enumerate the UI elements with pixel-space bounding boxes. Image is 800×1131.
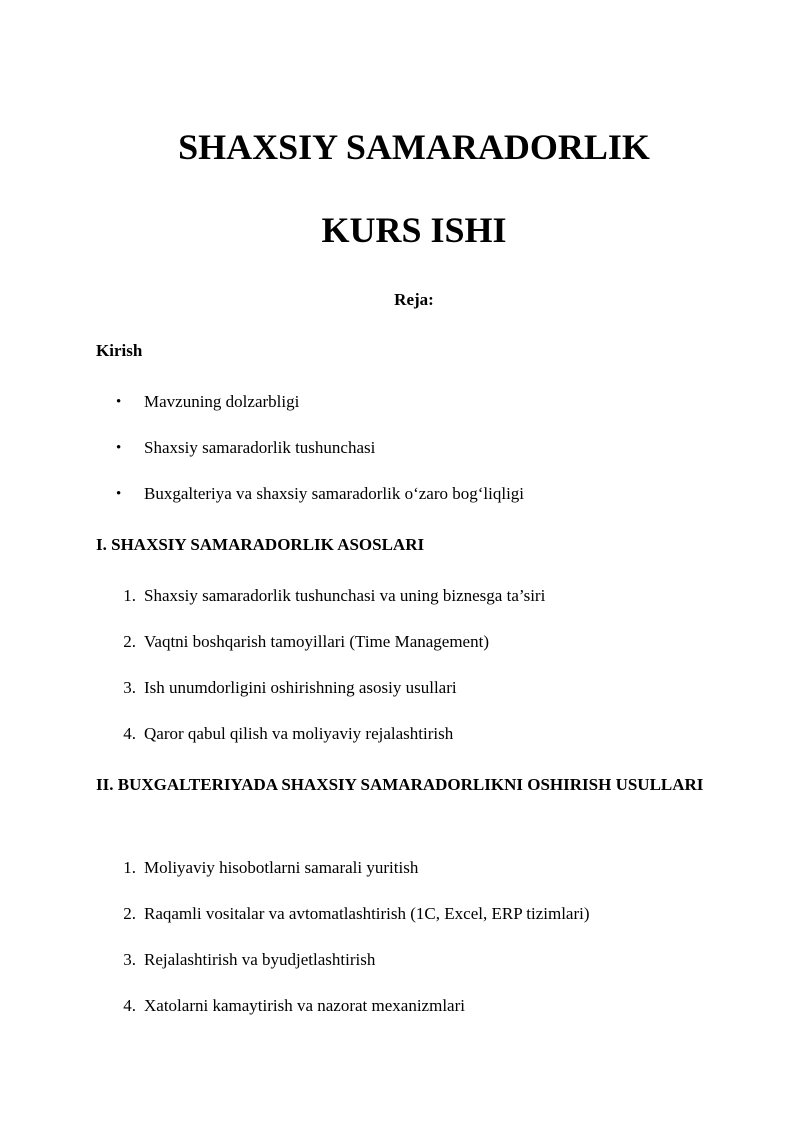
list-item (96, 723, 736, 769)
list-item-text: Qaror qabul qilish va moliyaviy rejalashtirish (144, 724, 454, 743)
bullet-marker: • (116, 440, 122, 456)
section-1-heading: I. SHAXSIY SAMARADORLIK ASOSLARI (96, 535, 425, 554)
document-subtitle: KURS ISHI (321, 210, 507, 250)
list-item (96, 949, 736, 995)
plan-label: Reja: (394, 290, 434, 309)
section-1-list (96, 585, 736, 769)
intro-heading: Kirish (96, 341, 143, 360)
list-item (96, 631, 736, 677)
list-item-text: Xatolarni kamaytirish va nazorat mexanizmlari (144, 996, 465, 1015)
intro-list (96, 391, 736, 529)
list-item-text: Moliyaviy hisobotlarni samarali yuritish (144, 858, 419, 877)
list-item-text: Shaxsiy samaradorlik tushunchasi va uning biznesga ta’siri (144, 586, 546, 605)
section-2-heading: II. BUXGALTERIYADA SHAXSIY SAMARADORLIKNI OSHIRISH USULLARI (96, 775, 704, 794)
list-item-number: 4. (123, 996, 136, 1015)
list-item (96, 995, 736, 1041)
list-item-number: 2. (123, 904, 136, 923)
section-2-list (96, 857, 736, 1041)
list-item (96, 903, 736, 949)
bullet-marker: • (116, 394, 122, 410)
list-item (96, 483, 736, 529)
list-item-text: Ish unumdorligini oshirishning asosiy usullari (144, 678, 457, 697)
list-item-text: Rejalashtirish va byudjetlashtirish (144, 950, 376, 969)
list-item-number: 2. (123, 632, 136, 651)
list-item (96, 585, 736, 631)
list-item-text: Raqamli vositalar va avtomatlashtirish (1C, Excel, ERP tizimlari) (144, 904, 590, 923)
list-item-text: Shaxsiy samaradorlik tushunchasi (144, 438, 376, 457)
list-item (96, 857, 736, 903)
list-item-number: 3. (123, 950, 136, 969)
list-item-number: 1. (123, 858, 136, 877)
list-item (96, 677, 736, 723)
list-item-number: 3. (123, 678, 136, 697)
list-item-text: Mavzuning dolzarbligi (144, 392, 300, 411)
list-item-number: 1. (123, 586, 136, 605)
bullet-marker: • (116, 486, 122, 502)
list-item-text: Buxgalteriya va shaxsiy samaradorlik o‘zaro bog‘liqligi (144, 484, 525, 503)
list-item (96, 391, 736, 437)
list-item-number: 4. (123, 724, 136, 743)
document-title: SHAXSIY SAMARADORLIK (178, 127, 650, 167)
list-item (96, 437, 736, 483)
list-item-text: Vaqtni boshqarish tamoyillari (Time Management) (144, 632, 489, 651)
